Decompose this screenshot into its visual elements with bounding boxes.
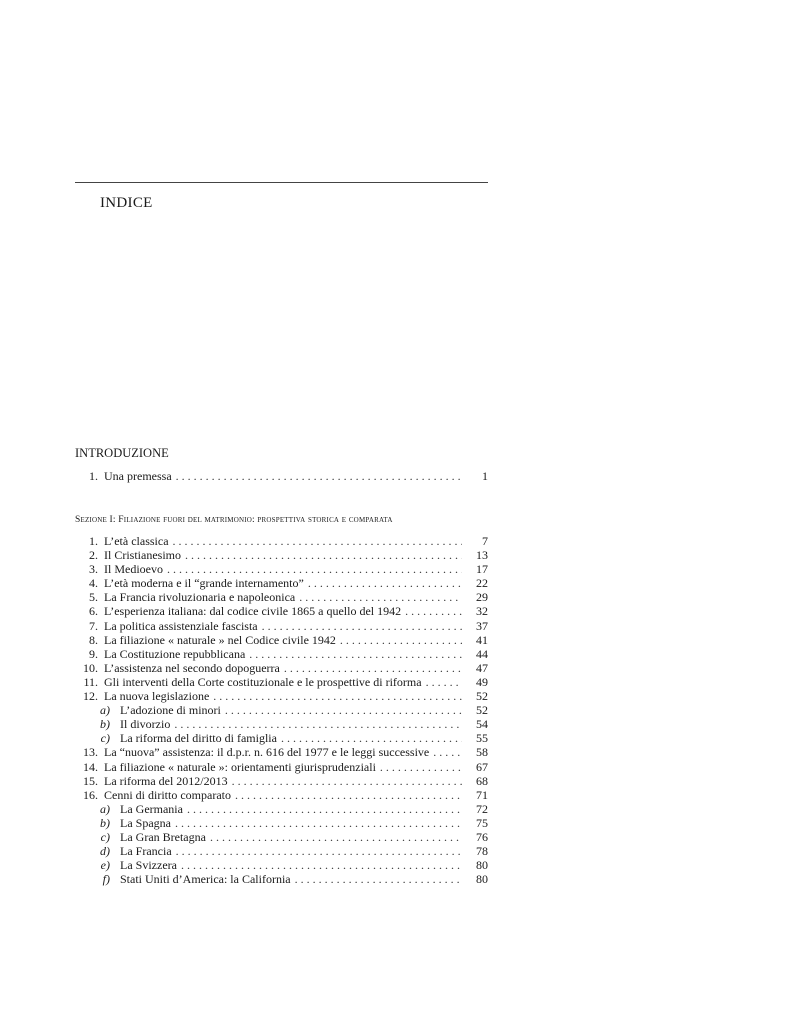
toc-entry xyxy=(75,548,488,562)
toc-dot-leader xyxy=(376,760,462,774)
toc-entry xyxy=(75,731,488,745)
toc-entry-title: L’età classica xyxy=(104,534,169,548)
toc-entry xyxy=(75,830,488,844)
toc-entry-number: 4. xyxy=(89,576,98,591)
toc-entry-number: 5. xyxy=(89,590,98,605)
toc-entry xyxy=(75,619,488,633)
toc-entry-title: Cenni di diritto comparato xyxy=(104,787,231,802)
toc-entry xyxy=(75,844,488,858)
toc-entry-page: 78 xyxy=(476,844,488,859)
toc-entry-letter: a) xyxy=(100,801,110,816)
toc-entry-page: 49 xyxy=(476,674,488,689)
toc-entry-page: 41 xyxy=(476,632,488,647)
toc-entry-page: 68 xyxy=(476,773,488,788)
toc-entry-title: La nuova legislazione xyxy=(104,689,210,704)
toc-entry xyxy=(75,661,488,675)
toc-dot-leader xyxy=(177,858,462,872)
toc-entry-title: La riforma del diritto di famiglia xyxy=(120,731,277,746)
toc-entry-page: 1 xyxy=(482,469,488,483)
toc-entry-title: L’assistenza nel secondo dopoguerra xyxy=(104,660,280,675)
toc-dot-leader xyxy=(221,703,462,717)
toc-dot-leader xyxy=(209,689,462,703)
toc-entry-title: La Germania xyxy=(120,801,183,816)
toc-dot-leader xyxy=(183,802,462,816)
toc-entry-page: 32 xyxy=(476,604,488,619)
toc-entry xyxy=(75,689,488,703)
toc-entry-page: 37 xyxy=(476,618,488,633)
toc-entry-letter: d) xyxy=(100,844,110,859)
toc-entry-page: 13 xyxy=(476,548,488,563)
toc-dot-leader xyxy=(295,590,462,604)
header-rule xyxy=(75,182,488,183)
toc-entry-page: 67 xyxy=(476,759,488,774)
toc-entry-letter: e) xyxy=(100,858,110,873)
toc-entry-title: L’età moderna e il “grande internamento” xyxy=(104,576,304,591)
toc-entry-page: 52 xyxy=(476,689,488,704)
toc-dot-leader xyxy=(163,562,462,576)
toc-dot-leader xyxy=(172,844,462,858)
toc-entry-number: 7. xyxy=(89,618,98,633)
toc-dot-leader xyxy=(422,675,462,689)
toc-entry xyxy=(75,745,488,759)
toc-entry-page: 55 xyxy=(476,731,488,746)
toc-dot-leader xyxy=(336,633,462,647)
toc-entry-number: 14. xyxy=(83,759,98,774)
toc-entry xyxy=(75,590,488,604)
toc-entry-number: 2. xyxy=(89,548,98,563)
introduction-toc xyxy=(75,469,488,483)
toc-dot-leader xyxy=(277,731,462,745)
toc-entry xyxy=(75,717,488,731)
toc-entry-title: La filiazione « naturale »: orientamenti giurisprudenziali xyxy=(104,759,376,774)
toc-entry-page: 54 xyxy=(476,717,488,732)
toc-entry-number: 9. xyxy=(89,646,98,661)
toc-entry-letter: a) xyxy=(100,703,110,718)
toc-entry-letter: c) xyxy=(100,829,110,844)
toc-entry xyxy=(75,562,488,576)
toc-dot-leader xyxy=(206,830,462,844)
toc-entry xyxy=(75,802,488,816)
toc-entry-page: 72 xyxy=(476,801,488,816)
toc-dot-leader xyxy=(401,604,462,618)
toc-dot-leader xyxy=(291,872,462,886)
toc-dot-leader xyxy=(304,576,462,590)
toc-entry-title: La Francia rivoluzionaria e napoleonica xyxy=(104,590,296,605)
toc-entry xyxy=(75,534,488,548)
toc-entry xyxy=(75,576,488,590)
toc-entry-page: 76 xyxy=(476,829,488,844)
toc-entry-title: Il divorzio xyxy=(120,717,171,732)
toc-dot-leader xyxy=(171,816,462,830)
toc-entry-page: 58 xyxy=(476,745,488,760)
toc-entry-number: 16. xyxy=(83,787,98,802)
toc-entry-number: 13. xyxy=(83,745,98,760)
toc-entry-page: 52 xyxy=(476,703,488,718)
toc-entry-number: 15. xyxy=(83,773,98,788)
toc-dot-leader xyxy=(280,661,462,675)
toc-entry-title: La politica assistenziale fascista xyxy=(104,618,258,633)
toc-entry-title: Gli interventi della Corte costituzionale e le prospettive di riforma xyxy=(104,674,422,689)
toc-entry-title: Stati Uniti d’America: la California xyxy=(120,872,291,887)
toc-entry-title: La riforma del 2012/2013 xyxy=(104,773,228,788)
toc-entry xyxy=(75,469,488,483)
toc-entry-number: 1. xyxy=(89,534,98,548)
toc-entry-letter: f) xyxy=(102,872,110,887)
toc-entry-title: La “nuova” assistenza: il d.p.r. n. 616 del 1977 e le leggi successive xyxy=(104,745,430,760)
toc-entry xyxy=(75,788,488,802)
toc-entry-title: La Spagna xyxy=(120,815,171,830)
toc-entry-title: La Costituzione repubblicana xyxy=(104,646,246,661)
toc-entry xyxy=(75,703,488,717)
toc-dot-leader xyxy=(429,745,462,759)
toc-dot-leader xyxy=(172,469,462,483)
toc-entry-letter: b) xyxy=(100,717,110,732)
toc-entry-title: La Gran Bretagna xyxy=(120,829,206,844)
introduction-heading: INTRODUZIONE xyxy=(75,446,169,460)
toc-entry xyxy=(75,872,488,886)
toc-entry-title: Il Medioevo xyxy=(104,562,163,577)
toc-entry-number: 12. xyxy=(83,689,98,704)
toc-entry-page: 71 xyxy=(476,787,488,802)
toc-entry xyxy=(75,604,488,618)
toc-entry xyxy=(75,633,488,647)
toc-entry-title: L’esperienza italiana: dal codice civile 1865 a quello del 1942 xyxy=(104,604,402,619)
toc-dot-leader xyxy=(231,788,462,802)
toc-dot-leader xyxy=(228,774,462,788)
toc-entry-page: 29 xyxy=(476,590,488,605)
toc-entry-page: 44 xyxy=(476,646,488,661)
toc-entry-title: La Svizzera xyxy=(120,858,177,873)
toc-entry-title: Una premessa xyxy=(104,469,172,483)
toc-entry xyxy=(75,675,488,689)
toc-entry-page: 80 xyxy=(476,858,488,873)
toc-entry xyxy=(75,816,488,830)
toc-entry-number: 11. xyxy=(83,674,98,689)
toc-entry xyxy=(75,858,488,872)
toc-entry xyxy=(75,774,488,788)
toc-entry-page: 80 xyxy=(476,872,488,887)
toc-entry xyxy=(75,647,488,661)
toc-entry-page: 22 xyxy=(476,576,488,591)
toc-entry-number: 8. xyxy=(89,632,98,647)
toc-entry-page: 17 xyxy=(476,562,488,577)
toc-entry-title: La Francia xyxy=(120,844,172,859)
toc-dot-leader xyxy=(169,534,462,548)
toc-entry-letter: c) xyxy=(100,731,110,746)
toc-entry-title: Il Cristianesimo xyxy=(104,548,181,563)
toc-dot-leader xyxy=(181,548,462,562)
toc-entry-title: L’adozione di minori xyxy=(120,703,221,718)
toc-dot-leader xyxy=(170,717,462,731)
toc-dot-leader xyxy=(258,619,462,633)
toc-entry-title: La filiazione « naturale » nel Codice civile 1942 xyxy=(104,632,336,647)
toc-dot-leader xyxy=(245,647,462,661)
section-heading: Sezione I: Filiazione fuori del matrimonio: prospettiva storica e comparata xyxy=(75,515,393,525)
section-toc xyxy=(75,534,488,886)
toc-entry-letter: b) xyxy=(100,815,110,830)
page-title: INDICE xyxy=(100,195,153,211)
toc-entry-number: 10. xyxy=(83,660,98,675)
toc-entry xyxy=(75,760,488,774)
toc-entry-page: 75 xyxy=(476,815,488,830)
toc-entry-number: 6. xyxy=(89,604,98,619)
toc-entry-number: 3. xyxy=(89,562,98,577)
toc-entry-page: 7 xyxy=(482,534,488,548)
toc-entry-number: 1. xyxy=(89,469,98,483)
toc-entry-page: 47 xyxy=(476,660,488,675)
